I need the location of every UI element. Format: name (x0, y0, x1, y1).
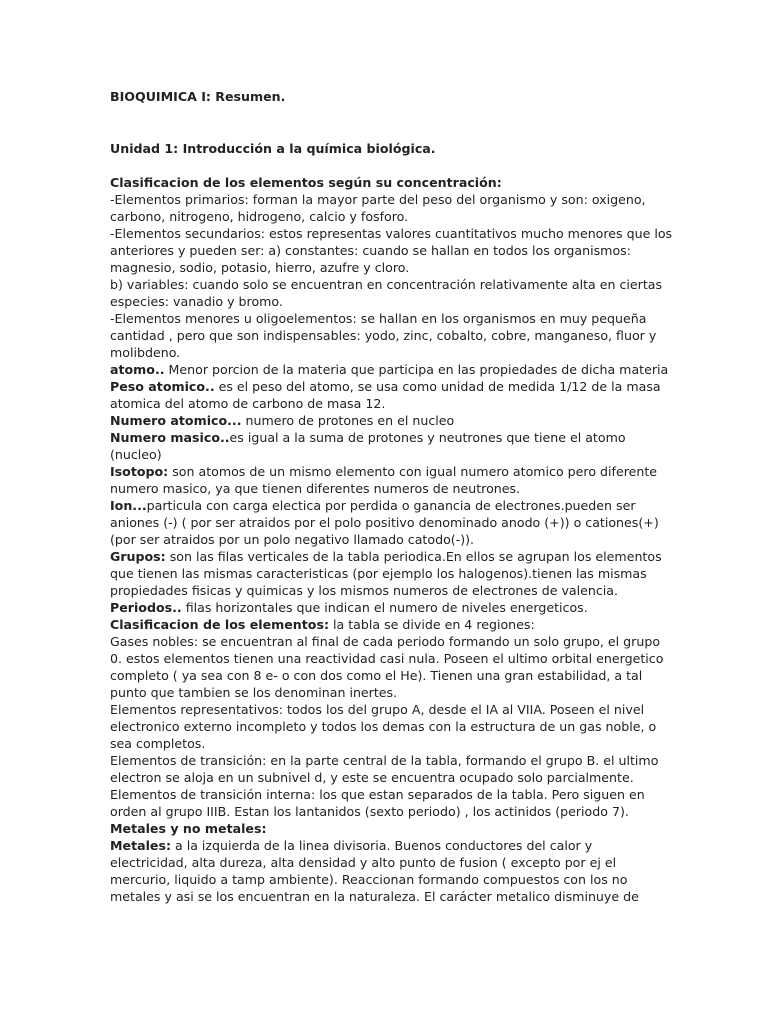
text-line (110, 361, 669, 378)
text-line (110, 684, 662, 701)
line-text: carbono, nitrogeno, hidrogeno, calcio y fosforo. (110, 209, 409, 224)
line-text: aniones (-) ( por ser atraidos por el polo positivo denominado anodo (+)) o cationes(+) (110, 515, 659, 530)
text-line (110, 888, 662, 905)
text-line (110, 378, 662, 395)
line-text: es el peso del atomo, se usa como unidad de medida 1/12 de la masa (214, 379, 661, 394)
text-line (110, 837, 662, 854)
text-line (110, 463, 662, 480)
line-text: anteriores y pueden ser: a) constantes: cuando se hallan en todos los organismos: (110, 243, 631, 258)
text-line (110, 820, 662, 837)
text-line (110, 548, 662, 565)
text-line (110, 616, 662, 633)
text-line (110, 582, 662, 599)
line-text: atomica del atomo de carbono de masa 12. (110, 396, 386, 411)
bold-term: Ion... (110, 498, 147, 513)
text-line (110, 497, 662, 514)
line-text: son atomos de un mismo elemento con igual numero atomico pero diferente (168, 464, 658, 479)
line-text: sea completos. (110, 736, 206, 751)
text-line (110, 429, 662, 446)
bold-term: Metales y no metales: (110, 821, 267, 836)
line-text: 0. estos elementos tienen una reactividad casi nula. Poseen el ultimo orbital energetico (110, 651, 664, 666)
text-line (110, 293, 662, 310)
line-text: filas horizontales que indican el numero de niveles energeticos. (181, 600, 588, 615)
text-line (110, 327, 662, 344)
line-text: metales y asi se los encuentran en la naturaleza. El carácter metalico disminuye de (110, 889, 639, 904)
text-line (110, 531, 662, 548)
line-text: (nucleo) (110, 447, 162, 462)
text-line (110, 480, 662, 497)
line-text: numero de protones en el nucleo (241, 413, 455, 428)
bold-term: Numero atomico... (110, 413, 242, 428)
text-line (110, 276, 662, 293)
line-text: especies: vanadio y bromo. (110, 294, 283, 309)
text-line (110, 174, 662, 191)
text-line (110, 701, 662, 718)
line-text: molibdeno. (110, 345, 181, 360)
text-line (110, 667, 662, 684)
line-text: -Elementos primarios: forman la mayor parte del peso del organismo y son: oxigeno, (110, 192, 646, 207)
bold-term: Periodos.. (110, 600, 182, 615)
text-line (110, 565, 662, 582)
bold-term: Clasificacion de los elementos: (110, 617, 329, 632)
line-text: Elementos representativos: todos los del grupo A, desde el IA al VIIA. Poseen el nivel (110, 702, 645, 717)
line-text: Elementos de transición interna: los que estan separados de la tabla. Pero siguen en (110, 787, 645, 802)
bold-term: Peso atomico.. (110, 379, 215, 394)
text-line (110, 191, 662, 208)
line-text: es igual a la suma de protones y neutrones que tiene el atomo (229, 430, 626, 445)
line-text: magnesio, sodio, potasio, hierro, azufre y cloro. (110, 260, 410, 275)
text-line (110, 871, 662, 888)
line-text: -Elementos menores u oligoelementos: se hallan en los organismos en muy pequeña (110, 311, 647, 326)
line-text: mercurio, liquido a tamp ambiente). Reaccionan formando compuestos con los no (110, 872, 628, 887)
bold-term: Isotopo: (110, 464, 169, 479)
line-text: -Elementos secundarios: estos representas valores cuantitativos mucho menores que los (110, 226, 673, 241)
line-text: Menor porcion de la materia que participa en las propiedades de dicha materia (164, 362, 669, 377)
text-line (110, 412, 662, 429)
text-line (110, 599, 662, 616)
line-text: particula con carga electica por perdida o ganancia de electrones.pueden ser (146, 498, 636, 513)
bold-term: Clasificacion de los elementos según su concentración: (110, 175, 502, 190)
line-text: electricidad, alta dureza, alta densidad y alto punto de fusion ( excepto por ej el (110, 855, 617, 870)
text-line (110, 225, 673, 242)
line-text: Gases nobles: se encuentran al final de cada periodo formando un solo grupo, el grupo (110, 634, 661, 649)
text-line (110, 208, 662, 225)
text-line (110, 803, 662, 820)
text-line (110, 395, 662, 412)
text-line (110, 769, 662, 786)
line-text: punto que tambien se los denominan inertes. (110, 685, 398, 700)
document-title: BIOQUIMICA I: Resumen. (110, 89, 286, 104)
text-line (110, 752, 662, 769)
bold-term: Grupos: (110, 549, 166, 564)
line-text: la tabla se divide en 4 regiones: (328, 617, 535, 632)
text-line (110, 735, 662, 752)
text-line (110, 650, 662, 667)
line-text: propiedades fisicas y quimicas y los mismos numeros de electrones de valencia. (110, 583, 618, 598)
line-text: electronico externo incompleto y todos los demas con la estructura de un gas noble, o (110, 719, 657, 734)
text-line (110, 259, 662, 276)
line-text: que tienen las mismas caracteristicas (por ejemplo los halogenos).tienen las mismas (110, 566, 647, 581)
text-line (110, 514, 662, 531)
line-text: (por ser atraidos por un polo negativo llamado catodo(-)). (110, 532, 475, 547)
text-line (110, 718, 662, 735)
line-text: numero masico, ya que tienen diferentes numeros de neutrones. (110, 481, 521, 496)
bold-term: Numero masico.. (110, 430, 230, 445)
line-text: b) variables: cuando solo se encuentran en concentración relativamente alta en ciertas (110, 277, 663, 292)
line-text: son las filas verticales de la tabla periodica.En ellos se agrupan los elementos (165, 549, 662, 564)
line-text: electron se aloja en un subnivel d, y este se encuentra ocupado solo parcialmente. (110, 770, 634, 785)
text-line (110, 854, 662, 871)
unit-heading: Unidad 1: Introducción a la química biológica. (110, 141, 436, 156)
line-text: completo ( ya sea con 8 e- o con dos como el He). Tienen una gran estabilidad, a tal (110, 668, 643, 683)
text-line (110, 786, 662, 803)
text-line (110, 242, 662, 259)
bold-term: Metales: (110, 838, 171, 853)
text-line (110, 446, 662, 463)
text-line (110, 633, 662, 650)
line-text: orden al grupo IIIB. Estan los lantanidos (sexto periodo) , los actinidos (periodo 7). (110, 804, 629, 819)
text-line (110, 310, 662, 327)
document-body (110, 174, 673, 905)
line-text: cantidad , pero que son indispensables: yodo, zinc, cobalto, cobre, manganeso, fluor y (110, 328, 657, 343)
line-text: a la izquierda de la linea divisoria. Buenos conductores del calor y (170, 838, 593, 853)
line-text: Elementos de transición: en la parte central de la tabla, formando el grupo B. el ultimo (110, 753, 659, 768)
text-line (110, 344, 662, 361)
bold-term: atomo.. (110, 362, 165, 377)
